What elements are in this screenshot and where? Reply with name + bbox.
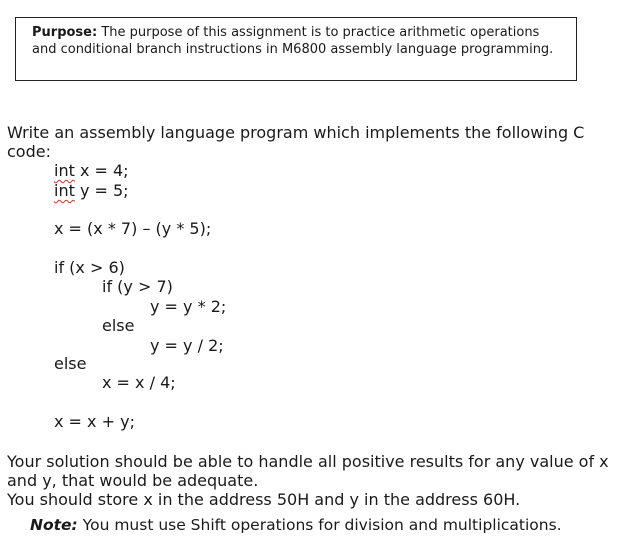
requirements-text (7, 452, 622, 509)
note-text: You must use Shift operations for division and multiplications. (77, 516, 562, 534)
code-line-10: x = x / 4; (102, 373, 176, 392)
code-line-11: x = x + y; (54, 412, 135, 431)
code-line-4: if (x > 6) (54, 258, 125, 277)
requirements-line-2: You should store x in the address 50H and y in the address 60H. (7, 490, 521, 509)
purpose-label: Purpose: (32, 25, 98, 40)
code-keyword-int: int (54, 161, 75, 180)
note (30, 516, 562, 534)
code-line-7: else (102, 316, 135, 335)
note-label: Note: (30, 516, 78, 534)
intro-text: Write an assembly language program which implements the following C code: (7, 123, 585, 161)
purpose-box (15, 17, 577, 81)
purpose-text: The purpose of this assignment is to practice arithmetic operations and conditional branch instructions in M6800 assembly language programming. (32, 25, 554, 57)
code-line-5: if (y > 7) (102, 277, 173, 296)
code-line-3: x = (x * 7) – (y * 5); (54, 219, 212, 238)
code-line-9: else (54, 354, 87, 373)
code-line-8: y = y / 2; (150, 336, 224, 355)
code-keyword-int: int (54, 181, 75, 200)
code-line-6: y = y * 2; (150, 297, 227, 316)
code-line-1: int x = 4; (54, 161, 129, 180)
requirements-line-1: Your solution should be able to handle all positive results for any value of x and y, that would be adequate. (7, 452, 609, 490)
code-line-2: int y = 5; (54, 181, 129, 200)
